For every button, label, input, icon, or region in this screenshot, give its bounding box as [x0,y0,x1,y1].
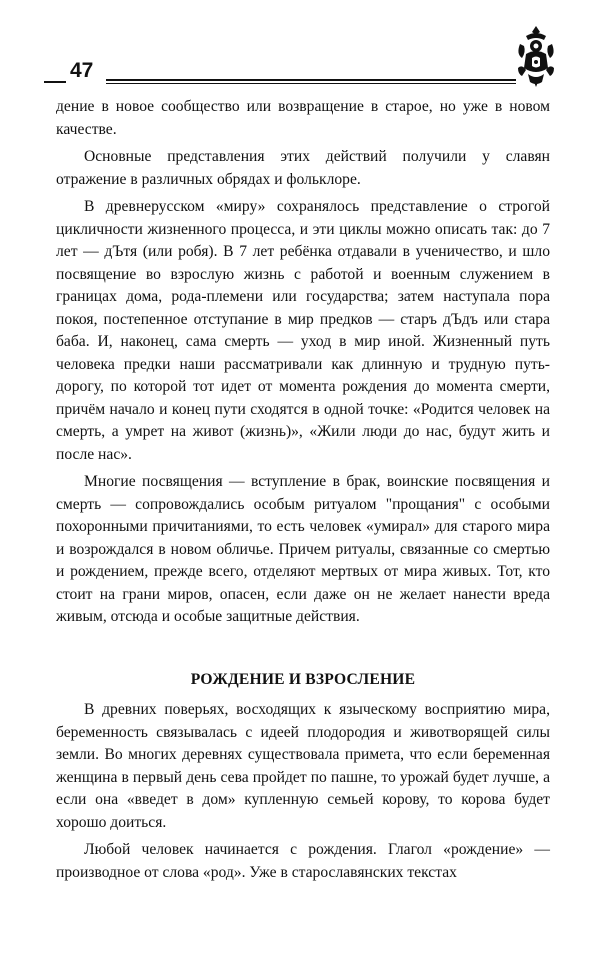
paragraph: В древних поверьях, восходящих к языческому восприятию мира, беременность связывалась с идеей плодородия и животворящей силы земли. Во многих деревнях существовала примета, что если беременная женщина в первый день сева пройдет по пашне, то урожай будет лучше, а если она «введет в дом» купленную семьей корову, то корова будет хорошо доиться. [56,701,550,831]
header-rule-top [106,79,516,81]
page-body [56,96,550,889]
paragraph: Любой человек начинается с рождения. Глагол «рождение» — производное от слова «род». Уже в старославянских текстах [56,841,550,881]
paragraph: В древнерусском «миру» сохранялось представление о строгой цикличности жизненного процесса, и эти циклы можно описать так: до 7 лет — дЪтя (или робя). В 7 лет ребёнка отдавали в ученичество, и шло посвящение во взрослую жизнь с работой и военным служением в границах дома, рода-племени или государства; затем наступала пора покоя, постепенное отступание в мир предков — старъ дЪдъ или стара баба. И, наконец, сама смерть — уход в мир иной. Жизненный путь человека предки наши рассматривали как длинную и трудную путь-дорогу, по которой тот идет от момента рождения до момента смерти, причём начало и конец пути сходятся в одной точке: «Родится человек на смерть, а умрет на живот (жизнь)», «Жили люди до нас, будут жить и после нас». [56,198,550,463]
header-rule-bottom [106,83,516,84]
paragraph: дение в новое сообщество или возвращение в старое, но уже в новом качестве. [56,98,550,138]
page-header [44,24,564,88]
header-rule-left [44,81,66,83]
ornamental-emblem-icon [512,24,560,88]
paragraph: Основные представления этих действий получили у славян отражение в различных обрядах и фольклоре. [56,148,550,188]
paragraph: Многие посвящения — вступление в брак, воинские посвящения и смерть — сопровождались особым ритуалом "прощания" с особыми похоронными причитаниями, то есть человек «умирал» для старого мира и возрождался в новом обличье. Причем ритуалы, связанные со смертью и рождением, прежде всего, отделяют мертвых от мира живых. Тот, кто стоит на грани миров, опасен, если даже он не желает нанести вреда живым, отсюда и особые защитные действия. [56,473,550,625]
page-number: 47 [70,59,94,82]
section-title: РОЖДЕНИЕ И ВЗРОСЛЕНИЕ [190,670,416,688]
